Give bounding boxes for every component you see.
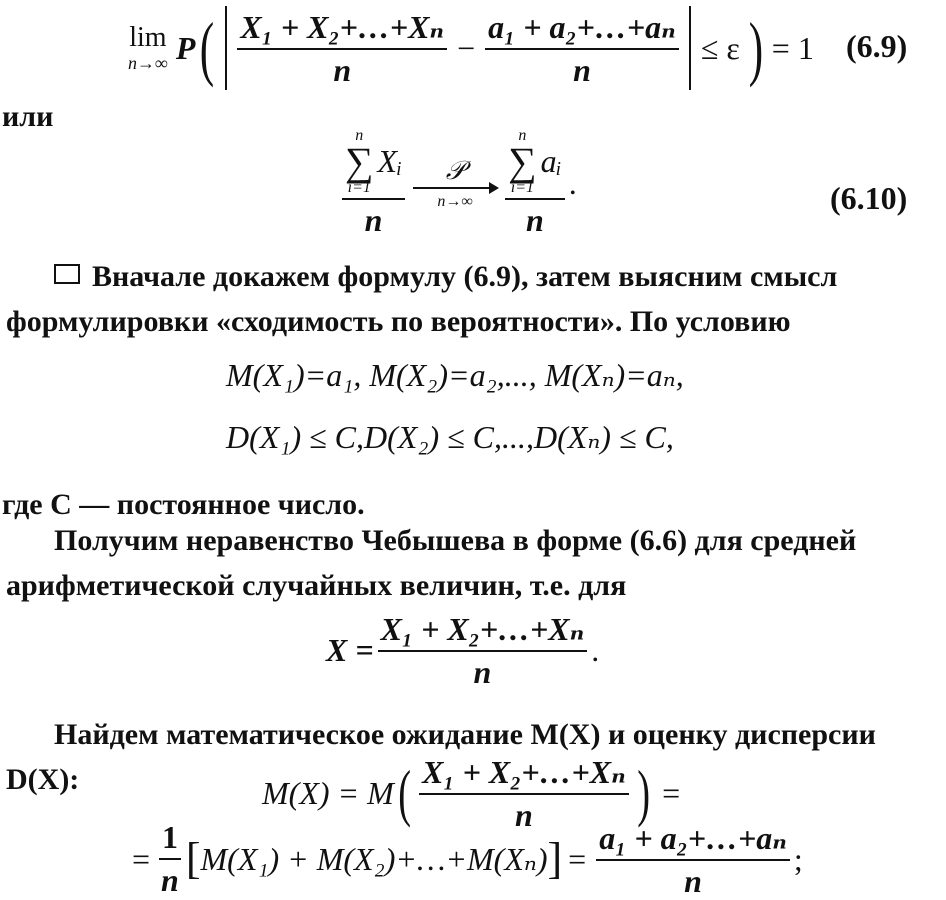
or-word: или	[2, 100, 54, 133]
equation-6-9	[128, 2, 814, 94]
left-paren: (	[200, 8, 215, 88]
equation-number-6-9: (6.9)	[846, 28, 908, 64]
expectation-conditions: M(X₁)=a₁, M(X₂)=a₂,..., M(Xₙ)=aₙ,	[226, 357, 684, 393]
equals-one: = 1	[771, 29, 814, 66]
equation-6-10: n ∑ i=1 Xᵢ n 𝒫 n→∞ n ∑ i=1 aᵢ n .	[338, 130, 577, 236]
convergence-arrow: 𝒫 n→∞	[413, 156, 497, 211]
equation-number-6-10: (6.10)	[830, 180, 908, 216]
expectation-equation-line2: = $\frac{1}{n}$ [ M(X₁) + M(X₂)+…+M(Xₙ) ] = $\frac{\text{a₁ + a₂+…+aₙ}}{n}$ ;	[132, 819, 803, 899]
abs-bar-right	[689, 6, 691, 90]
probability-symbol: P	[175, 29, 196, 66]
variance-conditions: D(X₁) ≤ C,D(X₂) ≤ C,...,D(Xₙ) ≤ C,	[226, 419, 674, 455]
abs-bar-left	[225, 6, 227, 90]
limit-operator: lim n→∞	[128, 22, 168, 73]
right-paren: )	[748, 8, 763, 88]
le-epsilon: ≤ ε	[700, 29, 740, 66]
mean-x-definition: X = $\frac{\text{X₁ + X₂+…+Xₙ}}{n}$ .	[326, 610, 600, 690]
fraction-sum-x: n ∑ i=1 Xᵢ n	[342, 128, 405, 239]
proof-start-square-icon	[54, 264, 80, 284]
fraction-x-mean: $\frac{\text{X₁ + X₂+…+Xₙ}}{n}$	[237, 8, 447, 89]
sum-operator: n ∑ i=1	[345, 126, 374, 196]
paragraph-expectation: Найдем математическое ожидание M(X) и оценку дисперсии D(X):	[6, 718, 876, 796]
minus-sign: −	[457, 29, 476, 66]
sum-operator: n ∑ i=1	[508, 126, 537, 196]
paragraph-proof-start: Вначале докажем формулу (6.9), затем выясним смысл формулировки «сходимость по вероятности». По условию	[6, 260, 838, 338]
expectation-equation-line1: M(X) = M ( $\frac{\text{X₁ + X₂+…+Xₙ}}{n}$ ) =	[262, 753, 681, 833]
fraction-a-mean: $\frac{\text{a₁ + a₂+…+aₙ}}{n}$	[485, 8, 679, 89]
where-c-line: где C — постоянное число.	[2, 488, 365, 521]
paragraph-chebyshev: Получим неравенство Чебышева в форме (6.6) для средней арифметической случайных величин, т.е. для	[6, 524, 857, 602]
fraction-sum-a: n ∑ i=1 aᵢ n	[505, 128, 565, 239]
